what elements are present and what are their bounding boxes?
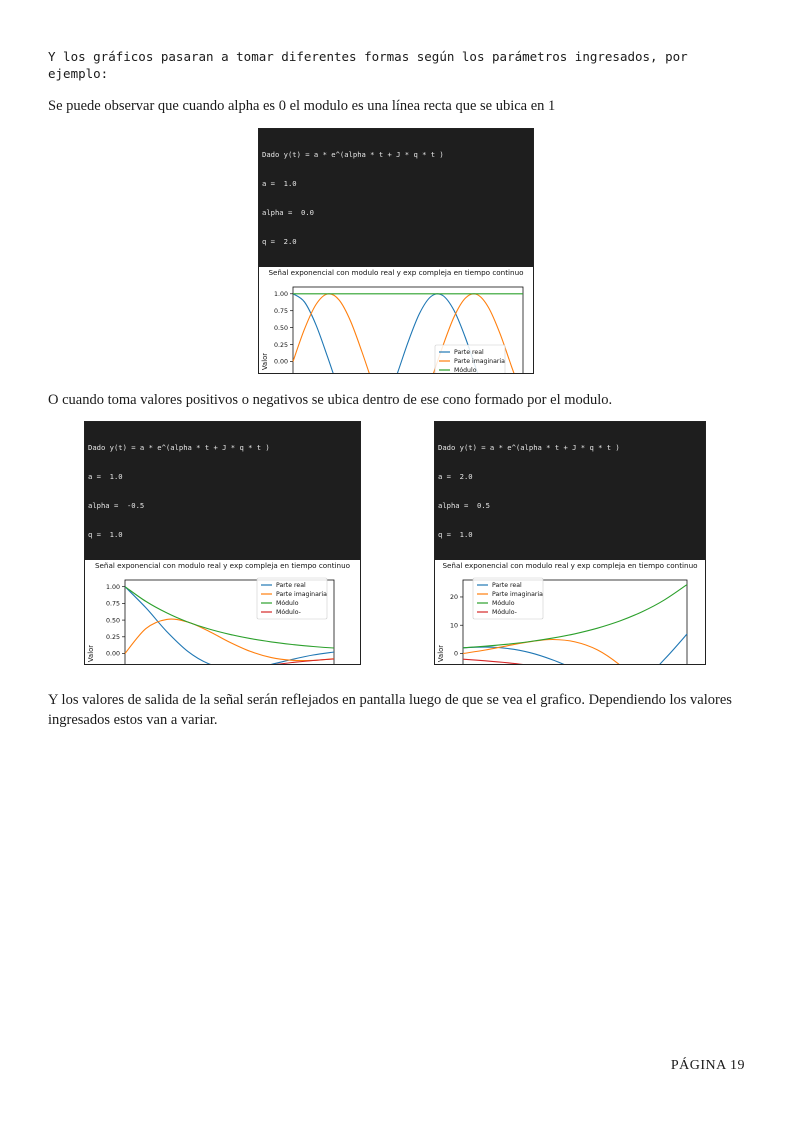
console-line: alpha = -0.5	[88, 500, 145, 510]
page-number: PÁGINA 19	[670, 1058, 745, 1073]
console-line: a = 1.0	[88, 471, 123, 481]
y-tick-label: 10	[449, 622, 458, 630]
y-tick-label: 0.50	[105, 617, 120, 625]
y-tick-label: 1.00	[105, 584, 120, 592]
console-line: Dado y(t) = a * e^(alpha * t + J * q * t )	[88, 443, 270, 453]
legend-label: Parte imaginaria	[276, 591, 327, 599]
legend-label: Parte real	[454, 349, 484, 357]
figure-alpha-negative	[84, 421, 361, 665]
y-tick-label: 0.75	[105, 600, 120, 608]
alpha-zero-paragraph: Se puede observar que cuando alpha es 0 el modulo es una línea recta que se ubica en 1	[48, 98, 556, 114]
legend-label: Parte real	[492, 582, 522, 590]
y-axis-label: Valor	[87, 645, 95, 663]
console-line: Dado y(t) = a * e^(alpha * t + J * q * t )	[438, 443, 620, 453]
console-line: a = 1.0	[262, 178, 297, 188]
y-tick-label: 0.00	[105, 651, 120, 659]
y-tick-label: 0.50	[273, 325, 288, 333]
legend-label: Módulo-	[492, 609, 517, 617]
y-tick-label: 0.25	[105, 634, 120, 642]
console-output	[85, 422, 360, 560]
console-line: q = 1.0	[88, 529, 123, 539]
console-line: alpha = 0.0	[262, 207, 314, 217]
y-tick-label: 0.75	[273, 308, 288, 316]
console-output	[259, 129, 533, 267]
pos-neg-paragraph: O cuando toma valores positivos o negativos se ubica dentro de ese cono formado por el modulo.	[48, 392, 613, 408]
figure-alpha-positive	[434, 421, 706, 665]
chart-title: Señal exponencial con modulo real y exp compleja en tiempo continuo	[268, 268, 524, 278]
legend-label: Parte real	[276, 582, 306, 590]
intro-paragraph: Y los gráficos pasaran a tomar diferentes formas según los parámetros ingresados, por ejemplo:	[48, 49, 696, 81]
series-line	[463, 660, 687, 665]
chart-title: Señal exponencial con modulo real y exp compleja en tiempo continuo	[94, 561, 351, 571]
output-paragraph: Y los valores de salida de la señal serán reflejados en pantalla luego de que se vea el grafico. Dependiendo los valores ingresados estos van a variar.	[48, 692, 732, 728]
chart-title: Señal exponencial con modulo real y exp compleja en tiempo continuo	[442, 561, 698, 571]
y-axis-label: Valor	[437, 645, 445, 663]
console-line: alpha = 0.5	[438, 500, 490, 510]
plot-alpha-zero	[259, 267, 533, 374]
legend-label: Módulo-	[276, 609, 301, 617]
y-tick-label: 0.25	[273, 342, 288, 350]
series-line	[463, 634, 687, 665]
legend-label: Parte imaginaria	[454, 358, 505, 366]
legend-label: Módulo	[492, 600, 515, 608]
y-axis-label: Valor	[261, 353, 269, 371]
figure-alpha-zero	[258, 128, 534, 374]
y-tick-label: 0	[453, 651, 458, 659]
console-line: q = 1.0	[438, 529, 473, 539]
y-tick-label: 1.00	[273, 291, 288, 299]
plot-alpha-negative	[85, 560, 360, 665]
console-line: Dado y(t) = a * e^(alpha * t + J * q * t )	[262, 150, 444, 160]
legend-label: Parte imaginaria	[492, 591, 543, 599]
legend-label: Módulo	[276, 600, 299, 608]
y-tick-label: 0.00	[273, 359, 288, 367]
console-line: q = 2.0	[262, 236, 297, 246]
legend-label: Módulo	[454, 367, 477, 374]
console-output	[435, 422, 705, 560]
y-tick-label: 20	[449, 594, 458, 602]
plot-alpha-positive	[435, 560, 705, 665]
series-line	[125, 659, 334, 665]
series-line	[125, 619, 334, 661]
console-line: a = 2.0	[438, 471, 473, 481]
series-line	[463, 640, 687, 665]
